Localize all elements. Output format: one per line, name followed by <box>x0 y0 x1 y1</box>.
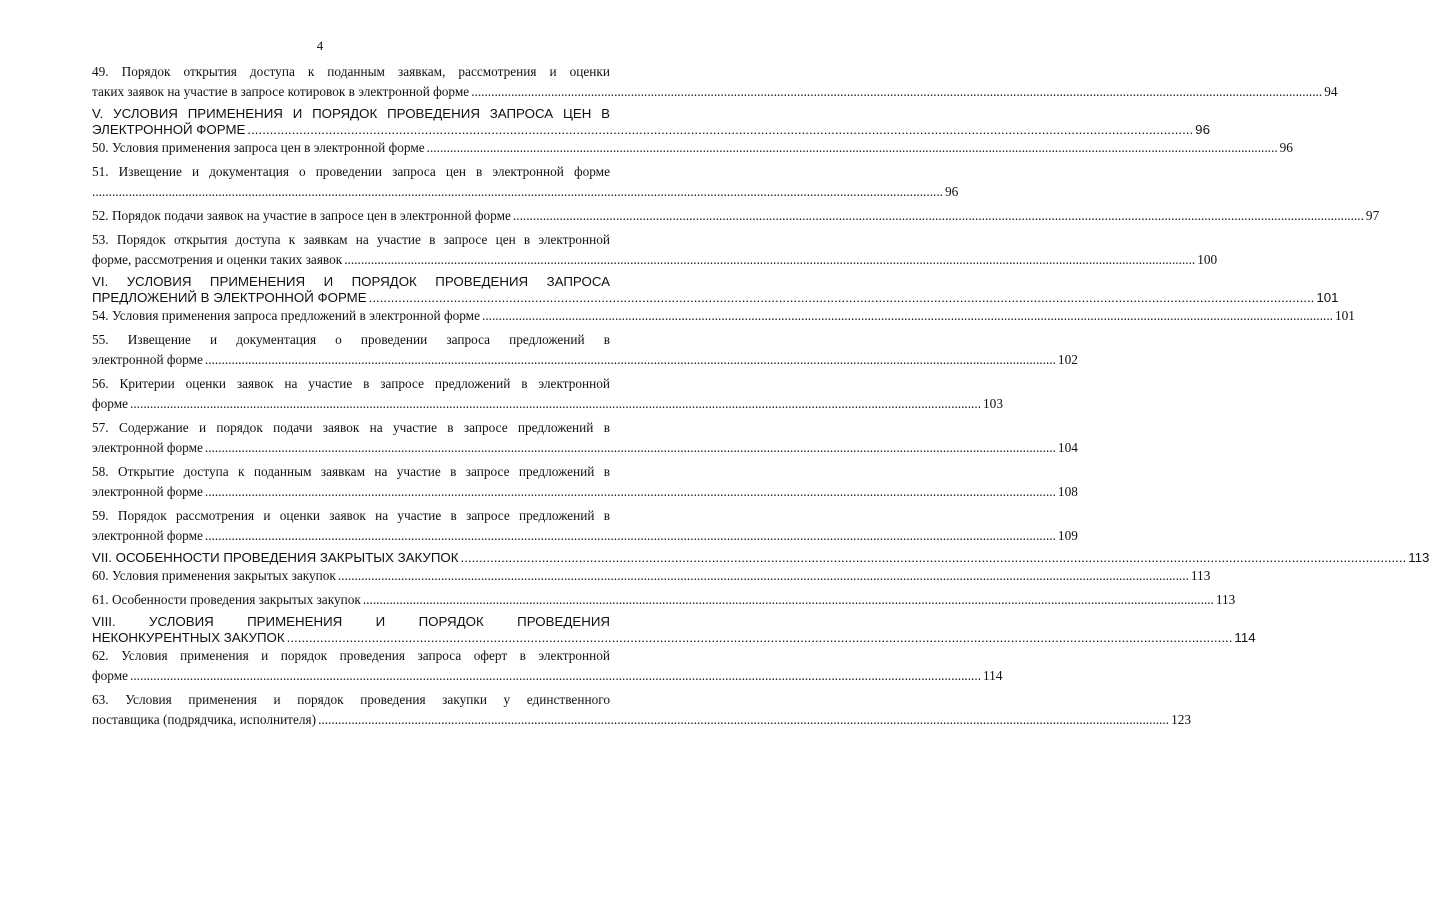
dot-leader <box>344 250 1195 270</box>
toc-entry[interactable] <box>92 646 1003 686</box>
toc-page-number: 101 <box>1316 290 1339 305</box>
toc-entry-text: ПРЕДЛОЖЕНИЙ В ЭЛЕКТРОННОЙ ФОРМЕ <box>92 290 367 305</box>
toc-section-heading[interactable] <box>92 274 1339 306</box>
toc-page-number: 102 <box>1057 352 1078 367</box>
dot-leader <box>318 710 1169 730</box>
toc-entry-text: 58. Открытие доступа к поданным заявкам на участие в запросе предложений в <box>92 464 610 479</box>
dot-leader <box>205 350 1056 370</box>
toc-page-number: 114 <box>1234 630 1256 645</box>
toc-entry-text: 57. Содержание и порядок подачи заявок на участие в запросе предложений в <box>92 420 610 435</box>
toc-entry-text: ЭЛЕКТРОННОЙ ФОРМЕ <box>92 122 246 137</box>
toc-page-number: 96 <box>1279 140 1293 155</box>
toc-entry[interactable] <box>92 306 1355 326</box>
dot-leader <box>471 82 1322 102</box>
dot-leader <box>427 138 1278 158</box>
toc-entry-text: 56. Критерии оценки заявок на участие в запросе предложений в электронной <box>92 376 610 391</box>
toc-entry-text: 54. Условия применения запроса предложений в электронной форме <box>92 308 480 323</box>
toc-page-number: 101 <box>1335 308 1355 323</box>
toc-entry-text: таких заявок на участие в запросе котировок в электронной форме <box>92 84 470 99</box>
toc-entry[interactable] <box>92 230 1218 270</box>
dot-leader <box>130 394 981 414</box>
toc-section-heading[interactable] <box>92 106 1210 138</box>
toc-page-number: 100 <box>1197 252 1218 267</box>
toc-entry-text: VII. ОСОБЕННОСТИ ПРОВЕДЕНИЯ ЗАКРЫТЫХ ЗАКУПОК <box>92 550 459 565</box>
toc-page-number: 96 <box>1195 122 1210 137</box>
toc-page-number: 109 <box>1057 528 1078 543</box>
toc-entry[interactable] <box>92 690 1192 730</box>
toc-entry-text: электронной форме <box>92 440 203 455</box>
toc-entry-text: 52. Порядок подачи заявок на участие в запросе цен в электронной форме <box>92 208 511 223</box>
dot-leader <box>287 630 1233 646</box>
toc-entry[interactable] <box>92 330 1078 370</box>
toc-page-number: 113 <box>1190 568 1211 583</box>
toc-entry-text: 55. Извещение и документация о проведении запроса предложений в <box>92 332 610 347</box>
toc-entry[interactable] <box>92 206 1380 226</box>
toc-entry-text: 53. Порядок открытия доступа к заявкам на участие в запросе цен в электронной <box>92 232 610 247</box>
dot-leader <box>369 290 1315 306</box>
toc-entry-text: 49. Порядок открытия доступа к поданным заявкам, рассмотрения и оценки <box>92 64 610 79</box>
toc-page-number: 103 <box>983 396 1003 411</box>
toc-entry[interactable] <box>92 138 1293 158</box>
toc-entry[interactable] <box>92 590 1236 610</box>
dot-leader <box>513 206 1364 226</box>
dot-leader <box>247 122 1193 138</box>
toc-entry-text: 51. Извещение и документация о проведении запроса цен в электронной форме <box>92 164 610 179</box>
toc-entry[interactable] <box>92 374 1003 414</box>
dot-leader <box>482 306 1333 326</box>
toc-section-heading[interactable] <box>92 550 1429 566</box>
toc-entry-text: электронной форме <box>92 352 203 367</box>
table-of-contents <box>92 62 1429 730</box>
toc-entry[interactable] <box>92 566 1211 586</box>
toc-entry-text: электронной форме <box>92 528 203 543</box>
toc-entry-text: VIII. УСЛОВИЯ ПРИМЕНЕНИЯ И ПОРЯДОК ПРОВЕДЕНИЯ <box>92 614 610 629</box>
toc-page-number: 114 <box>983 668 1003 683</box>
toc-entry-text: 61. Особенности проведения закрытых закупок <box>92 592 361 607</box>
dot-leader <box>130 666 981 686</box>
toc-page-number: 123 <box>1171 712 1192 727</box>
toc-entry[interactable] <box>92 418 1078 458</box>
dot-leader <box>363 590 1214 610</box>
toc-entry-text: 63. Условия применения и порядок проведения закупки у единственного <box>92 692 610 707</box>
toc-page-number: 113 <box>1408 550 1429 565</box>
toc-entry-text: форме <box>92 668 129 683</box>
dot-leader <box>205 482 1056 502</box>
toc-entry-text: 62. Условия применения и порядок проведения запроса оферт в электронной <box>92 648 610 663</box>
toc-entry[interactable] <box>92 162 959 202</box>
toc-entry[interactable] <box>92 462 1078 502</box>
dot-leader <box>205 526 1056 546</box>
toc-page-number: 113 <box>1215 592 1236 607</box>
toc-entry-text: VI. УСЛОВИЯ ПРИМЕНЕНИЯ И ПОРЯДОК ПРОВЕДЕНИЯ ЗАПРОСА <box>92 274 610 289</box>
toc-entry-text: форме, рассмотрения и оценки таких заявок <box>92 252 343 267</box>
toc-entry[interactable] <box>92 62 1338 102</box>
toc-entry-text: электронной форме <box>92 484 203 499</box>
toc-entry-text: 60. Условия применения закрытых закупок <box>92 568 336 583</box>
toc-entry-text: 50. Условия применения запроса цен в электронной форме <box>92 140 425 155</box>
toc-section-heading[interactable] <box>92 614 1256 646</box>
toc-entry-text: НЕКОНКУРЕНТНЫХ ЗАКУПОК <box>92 630 285 645</box>
toc-entry-text: V. УСЛОВИЯ ПРИМЕНЕНИЯ И ПОРЯДОК ПРОВЕДЕНИЯ ЗАПРОСА ЦЕН В <box>92 106 610 121</box>
toc-entry-text: 59. Порядок рассмотрения и оценки заявок на участие в запросе предложений в <box>92 508 610 523</box>
toc-entry-text: поставщика (подрядчика, исполнителя) <box>92 712 317 727</box>
toc-entry-text: форме <box>92 396 129 411</box>
toc-page-number: 104 <box>1057 440 1078 455</box>
dot-leader <box>338 566 1189 586</box>
toc-page-number: 108 <box>1057 484 1078 499</box>
toc-entry[interactable] <box>92 506 1078 546</box>
dot-leader <box>205 438 1056 458</box>
dot-leader <box>92 182 943 202</box>
toc-page-number: 96 <box>945 184 959 199</box>
dot-leader <box>461 550 1407 566</box>
toc-page-number: 94 <box>1324 84 1338 99</box>
toc-page-number: 97 <box>1365 208 1380 223</box>
page-number: 4 <box>316 38 324 53</box>
